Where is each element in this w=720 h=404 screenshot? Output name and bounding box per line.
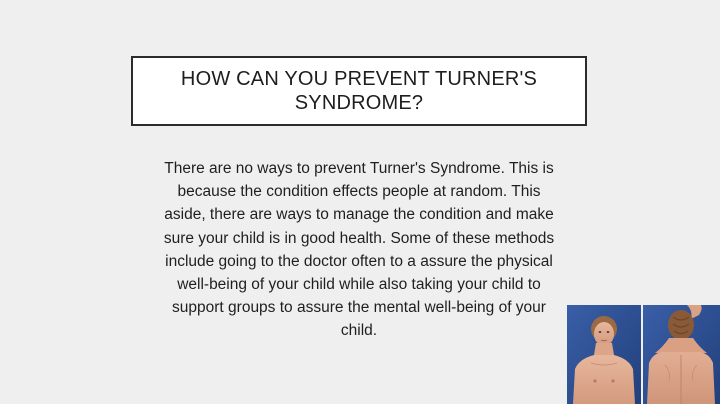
title-line-2: SYNDROME?: [294, 92, 424, 114]
body-line-4: sure your child is in good health. Some of these methods: [163, 229, 555, 247]
body-text: [131, 157, 587, 343]
title-line-1: HOW CAN YOU PREVENT TURNER'S: [180, 68, 538, 90]
title-box: [131, 56, 587, 126]
body-line-5: include going to the doctor often to a assure the physical: [165, 252, 553, 270]
body-line-1: There are no ways to prevent Turner's Syndrome. This is: [164, 160, 554, 177]
patient-back-photo: [643, 305, 720, 404]
body-line-7: support groups to assure the mental well-being of your: [172, 299, 546, 317]
body-line-3: aside, there are ways to manage the condition and make: [164, 206, 554, 224]
body-line-2: because the condition effects people at random. This: [177, 183, 541, 201]
patient-front-photo: [567, 305, 641, 404]
body-line-6: well-being of your child while also taking your child to: [177, 276, 541, 294]
body-line-8: child.: [340, 322, 378, 340]
